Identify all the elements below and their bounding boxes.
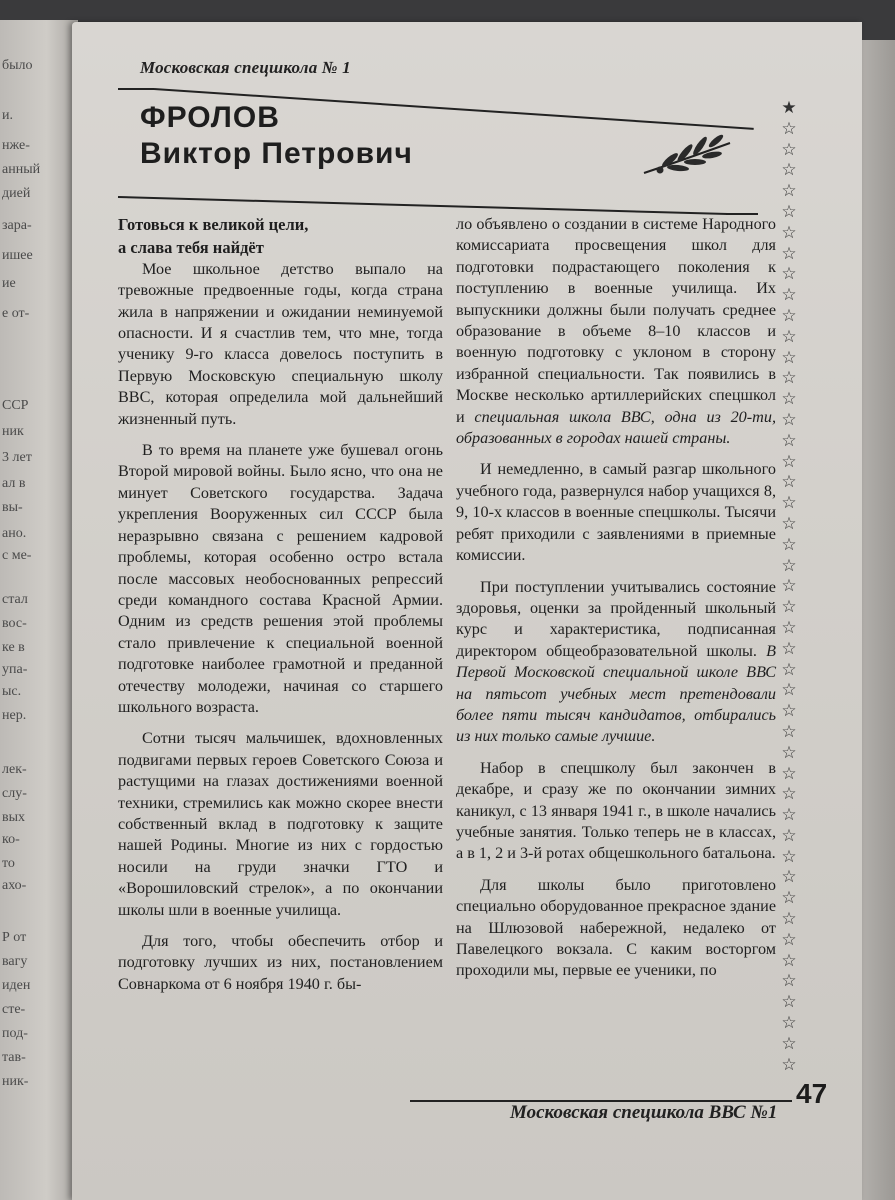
left-page-fragment: вагу — [2, 954, 28, 969]
outline-star-icon: ☆ — [781, 430, 797, 451]
outline-star-icon: ☆ — [781, 909, 797, 930]
outline-star-icon: ☆ — [781, 888, 797, 909]
subtitle-line-2: а слава тебя найдёт — [118, 238, 264, 258]
right-column — [456, 214, 776, 992]
outline-star-icon: ☆ — [781, 409, 797, 430]
left-page-fragment: 3 лет — [2, 450, 32, 465]
outline-star-icon: ☆ — [781, 389, 797, 410]
left-page-fragment: ко- — [2, 832, 20, 847]
left-page-fragment: анный — [2, 162, 41, 177]
outline-star-icon: ☆ — [781, 784, 797, 805]
left-column — [118, 214, 443, 1005]
left-page-fragment: тав- — [2, 1050, 26, 1065]
outline-star-icon: ☆ — [781, 742, 797, 763]
left-page-strip — [0, 20, 78, 1200]
right-paragraph-3: При поступлении учитывались состояние здоровья, оценки за пройденный школьный курс и характеристика, подписанная директором общеобразовательной школы. В Первой Московской специальной школе ВВС на пятьсот учебных мест претендовали более пяти тысяч кандидатов, отбирались из них только самые лучшие. — [456, 577, 776, 746]
left-page-fragment: иден — [2, 978, 31, 993]
outline-star-icon: ☆ — [781, 305, 797, 326]
outline-star-icon: ☆ — [781, 929, 797, 950]
left-page-fragment: сте- — [2, 1002, 26, 1017]
left-page-fragment: нже- — [2, 138, 30, 153]
outline-star-icon: ☆ — [781, 160, 797, 181]
page-number: 47 — [796, 1078, 828, 1109]
left-page-fragment: лек- — [2, 762, 27, 777]
left-page-fragment: ке в — [2, 640, 25, 655]
outline-star-icon: ☆ — [781, 659, 797, 680]
outline-star-icon: ☆ — [781, 825, 797, 846]
left-paragraph-4: Для того, чтобы обеспечить отбор и подготовку лучших из них, постановлением Совнаркома от 6 ноября 1940 г. бы- — [118, 932, 443, 993]
left-page-fragment: вых — [2, 810, 26, 825]
person-name — [140, 100, 413, 172]
left-paragraph-3: Сотни тысяч мальчишек, вдохновленных подвигами первых героев Советского Союза и растущими на глазах достижениями военной техники, стремились как можно скорее внести собственный вклад в подготовку к защите нашей Родины. Многие из них с гордостью носили на груди значки ГТО и «Ворошиловский стрелок», а по окончании школы шли в военные училища. — [118, 729, 443, 919]
filled-star-icon: ★ — [781, 98, 797, 118]
outline-star-icon: ☆ — [781, 617, 797, 638]
outline-star-icon: ☆ — [781, 243, 797, 264]
outline-star-icon: ☆ — [781, 285, 797, 306]
outline-star-icon: ☆ — [781, 555, 797, 576]
right-paragraph-5: Для школы было приготовлено специально оборудованное прекрасное здание на Шлюзовой набережной, недалеко от Павелецкого вокзала. С каким восторгом проходили мы, первые ее ученики, по — [456, 875, 776, 980]
outline-star-icon: ☆ — [781, 638, 797, 659]
outline-star-icon: ☆ — [781, 222, 797, 243]
star-column — [778, 98, 800, 1075]
outline-star-icon: ☆ — [781, 326, 797, 347]
left-page-fragment: слу- — [2, 786, 27, 801]
left-page-fragment: под- — [2, 1026, 28, 1041]
running-head: Московская спецшкола № 1 — [140, 58, 351, 77]
left-page-fragment: нер. — [2, 708, 27, 723]
outline-star-icon: ☆ — [781, 472, 797, 493]
left-page-fragment: то — [2, 856, 15, 871]
left-page-fragment: ахо- — [2, 878, 27, 893]
left-page-fragment: ССР — [2, 398, 29, 413]
outline-star-icon: ☆ — [781, 763, 797, 784]
right-paragraph-1: ло объявлено о создании в системе Народного комиссариата просвещения школ для подготовки подрастающего поколения к поступлению в военные училища. Их выпускники должны были получать среднее образование в объеме 8–10 классов и военную подготовку с уклоном в сторону избранной специальности. Так появились в Москве несколько артиллерийских спецшкол и специальная школа ВВС, одна из 20-ти, образованных в городах нашей страны. — [456, 215, 776, 448]
outline-star-icon: ☆ — [781, 971, 797, 992]
outline-star-icon: ☆ — [781, 1013, 797, 1034]
outline-star-icon: ☆ — [781, 493, 797, 514]
footer-title: Московская спецшкола ВВС №1 — [510, 1102, 778, 1123]
outline-star-icon: ☆ — [781, 950, 797, 971]
left-page-fragment: стал — [2, 592, 28, 607]
left-page-fragment: дией — [2, 186, 31, 201]
outline-star-icon: ☆ — [781, 181, 797, 202]
right-paragraph-4: Набор в спецшколу был закончен в декабре, и сразу же по окончании зимних каникул, с 13 января 1941 г., в школе начались учебные занятия. Только теперь не в классах, а в 1, 2 и 3-й ротах общешкольного батальона. — [456, 758, 776, 863]
surname: ФРОЛОВ — [140, 101, 280, 134]
outline-star-icon: ☆ — [781, 513, 797, 534]
right-paragraph-2: И немедленно, в самый разгар школьного учебного года, развернулся набор учащихся 8, 9, 10-х классов в военные спецшколы. Тысячи ребят приходили с заявлениями в приемные комиссии. — [456, 460, 776, 565]
outline-star-icon: ☆ — [781, 846, 797, 867]
outline-star-icon: ☆ — [781, 805, 797, 826]
outline-star-icon: ☆ — [781, 347, 797, 368]
outline-star-icon: ☆ — [781, 118, 797, 139]
left-page-fragment: вы- — [2, 500, 23, 515]
outline-star-icon: ☆ — [781, 201, 797, 222]
left-page-fragment: ник — [2, 424, 24, 439]
outline-star-icon: ☆ — [781, 264, 797, 285]
outline-star-icon: ☆ — [781, 576, 797, 597]
outline-star-icon: ☆ — [781, 867, 797, 888]
left-page-fragment: е от- — [2, 306, 30, 321]
left-page-fragment: с ме- — [2, 548, 32, 563]
left-page-fragment: ие — [2, 276, 16, 291]
subtitle-line-1: Готовься к великой цели, — [118, 215, 309, 234]
left-page-fragment: ано. — [2, 526, 27, 541]
left-page-fragment: зара- — [2, 218, 32, 233]
left-paragraph-1: Мое школьное детство выпало на тревожные предвоенные годы, когда страна жила в напряжении и ожидании неминуемой опасности. И я счастлив тем, что мне, тогда ученику 9-го класса довелось поступить в Первую Московскую специальную школу ВВС, которая определила мой дальнейший жизненный путь. — [118, 259, 443, 428]
outline-star-icon: ☆ — [781, 680, 797, 701]
outline-star-icon: ☆ — [781, 534, 797, 555]
left-page-fragment: и. — [2, 108, 13, 123]
left-page-fragment: Р от — [2, 930, 27, 945]
outline-star-icon: ☆ — [781, 1054, 797, 1075]
outline-star-icon: ☆ — [781, 368, 797, 389]
top-rule — [118, 88, 154, 90]
outline-star-icon: ☆ — [781, 992, 797, 1013]
outline-star-icon: ☆ — [781, 721, 797, 742]
outline-star-icon: ☆ — [781, 701, 797, 722]
left-page-fragment: было — [2, 58, 33, 73]
outline-star-icon: ☆ — [781, 597, 797, 618]
left-page-fragment: ишее — [2, 248, 33, 263]
left-page-fragment: упа- — [2, 662, 28, 677]
outline-star-icon: ☆ — [781, 1033, 797, 1054]
given-names: Виктор Петрович — [140, 137, 413, 170]
outline-star-icon: ☆ — [781, 451, 797, 472]
left-page-fragment: вос- — [2, 616, 27, 631]
left-page-fragment: ник- — [2, 1074, 29, 1089]
left-paragraph-2: В то время на планете уже бушевал огонь Второй мировой войны. Было ясно, что она не минует Советского государства. Задача укрепления Вооруженных сил СССР была неразрывно связана с решением кадровой проблемы, которая особенно остро встала после массовых необоснованных репрессий среди командного состава Красной Армии. Одним из средств решения этой проблемы стало привлечение к специальной военной подготовке наиболее грамотной и преданной отечеству молодежи, начиная со старшего школьного возраста. — [118, 441, 443, 716]
left-page-fragment: ал в — [2, 476, 26, 491]
outline-star-icon: ☆ — [781, 139, 797, 160]
laurel-branch-icon — [640, 133, 735, 181]
left-page-fragment: ыс. — [2, 684, 22, 699]
